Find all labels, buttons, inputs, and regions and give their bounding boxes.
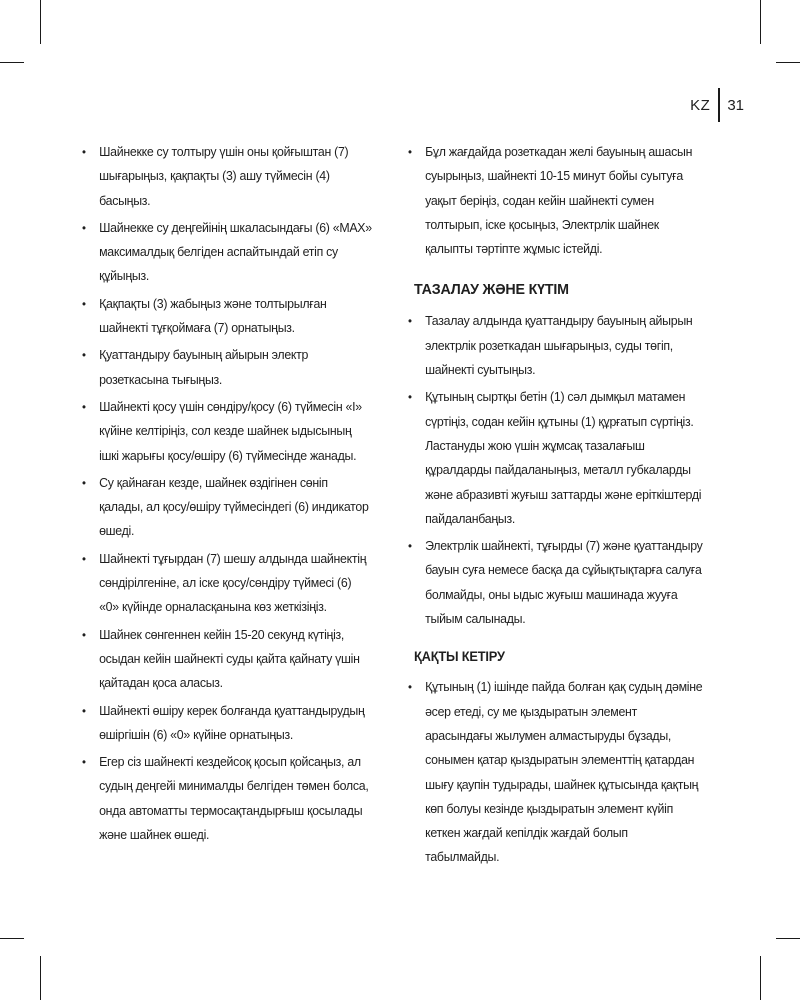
language-code: KZ bbox=[690, 96, 711, 114]
bullet-icon: • bbox=[82, 475, 86, 490]
list-item: • Құтының (1) ішінде пайда болған қақ судың дәміне әсер етеді, су ме қыздыратын элемент арасындағы жылумен алмастыруды бұзады, сонымен қатар қыздыратын элементтің қатардан шығу қаупін тудырады, шайнек құтысында қақтың көп болуы кезінде қыздыратын элемент күйіп кеткен жағдай кепілдік жағдай болып табылмайды. bbox=[408, 675, 704, 869]
usage-instructions-list bbox=[82, 140, 388, 847]
page-header bbox=[690, 88, 744, 122]
list-item: • Шайнекті қосу үшін сөндіру/қосу (6) түймесін «I» күйіне келтіріңіз, сол кезде шайнек ыдысының ішкі жарығы қосу/өшіру (6) түймесінде жанады. bbox=[82, 395, 373, 468]
bullet-icon: • bbox=[82, 348, 86, 363]
bullet-icon: • bbox=[82, 703, 86, 718]
list-item: • Тазалау алдында қуаттандыру бауының айырын электрлік розеткадан шығарыңыз, суды төгіп, шайнекті суытыңыз. bbox=[408, 309, 704, 382]
crop-mark-top-left bbox=[40, 0, 41, 44]
bullet-icon: • bbox=[82, 296, 86, 311]
header-divider bbox=[718, 88, 720, 122]
list-item: • Бұл жағдайда розеткадан желі бауының ашасын суырыңыз, шайнекті 10-15 минут бойы суытуға уақыт беріңіз, содан кейін шайнекті сумен толтырып, іске қосыңыз, Электрлік шайнек қалыпты тәртіпте жұмыс істейді. bbox=[408, 140, 704, 261]
bullet-icon: • bbox=[408, 390, 412, 405]
section-heading-cleaning: ТАЗАЛАУ ЖӘНЕ КҮТІМ bbox=[414, 281, 569, 299]
bullet-icon: • bbox=[82, 755, 86, 770]
right-column bbox=[408, 140, 720, 873]
list-item: • Су қайнаған кезде, шайнек өздігінен сөніп қалады, ал қосу/өшіру түймесіндегі (6) индикатор өшеді. bbox=[82, 471, 373, 544]
list-item: • Шайнекті тұғырдан (7) шешу алдында шайнектің сөндірілгеніне, ал іске қосу/сөндіру түймесі (6) «0» күйінде орналасқанына көз жеткізіңіз. bbox=[82, 547, 373, 620]
bullet-icon: • bbox=[82, 551, 86, 566]
crop-mark-bottom-left bbox=[40, 956, 41, 1000]
list-item: • Шайнекке су толтыру үшін оны қойғыштан (7) шығарыңыз, қақпақты (3) ашу түймесін (4) басыңыз. bbox=[82, 140, 373, 213]
continued-instructions-list bbox=[408, 140, 720, 261]
crop-mark-top-right bbox=[760, 0, 761, 44]
list-item: • Қақпақты (3) жабыңыз және толтырылған шайнекті тұғқоймаға (7) орнатыңыз. bbox=[82, 292, 373, 341]
bullet-icon: • bbox=[82, 145, 86, 159]
list-item: • Шайнекті өшіру керек болғанда қуаттандырудың өшіргішін (6) «0» күйіне орнатыңыз. bbox=[82, 699, 373, 748]
bullet-icon: • bbox=[82, 399, 86, 414]
crop-mark-top-left-h bbox=[0, 62, 24, 63]
crop-mark-bottom-left-h bbox=[0, 938, 24, 939]
crop-mark-bottom-right-h bbox=[776, 938, 800, 939]
bullet-icon: • bbox=[408, 314, 412, 329]
bullet-icon: • bbox=[408, 539, 412, 554]
descaling-list bbox=[408, 675, 720, 869]
list-item: • Электрлік шайнекті, тұғырды (7) және қуаттандыру бауын суға немесе басқа да сұйықтықтарға салуға болмайды, оны ыдыс жуғыш машинада жууға тыйым салынады. bbox=[408, 534, 704, 631]
bullet-icon: • bbox=[82, 220, 86, 235]
bullet-icon: • bbox=[82, 627, 86, 642]
list-item: • Шайнек сөнгеннен кейін 15-20 секунд күтіңіз, осыдан кейін шайнекті суды қайта қайнату үшін қайтадан қоса аласыз. bbox=[82, 623, 373, 696]
list-item: • Шайнекке су деңгейінің шкаласындағы (6) «MAX» максималдық белгіден аспайтындай етіп су құйыңыз. bbox=[82, 216, 373, 289]
list-item: • Құтының сыртқы бетін (1) сәл дымқыл матамен сүртіңіз, содан кейін құтыны (1) құрғатып сүртіңіз. Ластануды жою үшін жұмсақ тазалағыш құралдарды пайдаланыңыз, металл губкаларды және абразивті жуғыш заттарды және еріткіштерді пайдаланбаңыз. bbox=[408, 385, 704, 531]
list-item: • Егер сіз шайнекті кездейсоқ қосып қойсаңыз, ал судың деңгейі минималды белгіден төмен болса, онда автоматты термосақтандырғыш қосылады және шайнек өшеді. bbox=[82, 750, 373, 847]
section-heading-descaling: ҚАҚТЫ КЕТІРУ bbox=[414, 649, 505, 665]
crop-mark-bottom-right bbox=[760, 956, 761, 1000]
bullet-icon: • bbox=[408, 680, 412, 695]
list-item: • Қуаттандыру бауының айырын электр розеткасына тығыңыз. bbox=[82, 343, 373, 392]
left-column bbox=[82, 140, 388, 850]
crop-mark-top-right-h bbox=[776, 62, 800, 63]
cleaning-list bbox=[408, 309, 720, 631]
bullet-icon: • bbox=[408, 145, 412, 159]
page-number: 31 bbox=[727, 96, 744, 114]
